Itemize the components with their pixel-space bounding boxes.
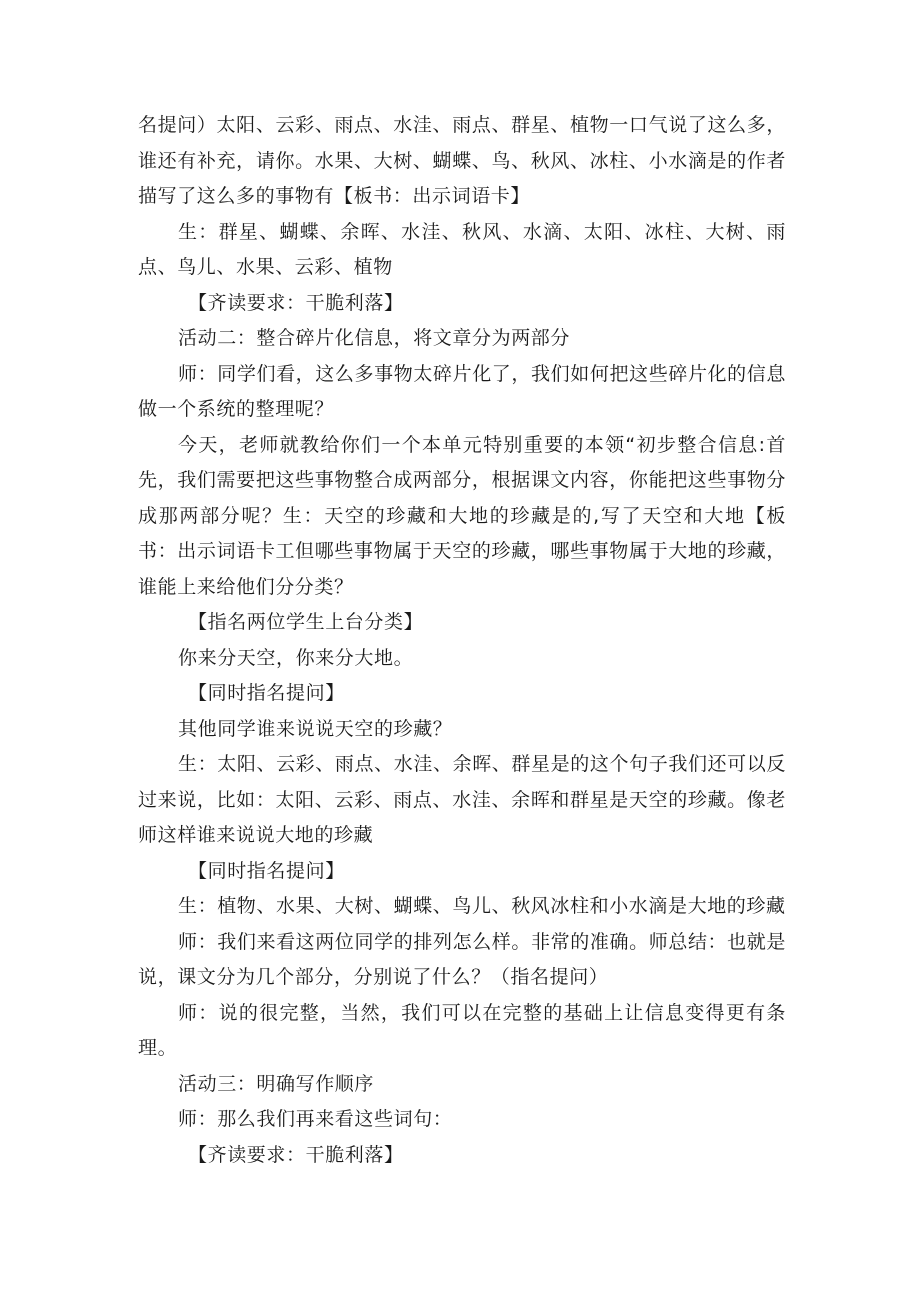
paragraph-18: 【齐读要求：干脆利落】 [188, 1143, 404, 1166]
document-body [138, 108, 786, 1173]
paragraph-1: 名提问）太阳、云彩、雨点、水洼、雨点、群星、植物一口气说了这么多，谁还有补充，请你。水果、大树、蝴蝶、鸟、秋风、冰柱、小水滴是的作者描写了这么多的事物有【板书：出示词语卡】 [138, 114, 786, 207]
paragraph-7: 【指名两位学生上台分类】 [188, 611, 424, 633]
paragraph-11: 生：太阳、云彩、雨点、水洼、余晖、群星是的这个句子我们还可以反过来说，比如：太阳、云彩、雨点、水洼、余晖和群星是天空的珍藏。像老师这样谁来说说大地的珍藏 [138, 753, 786, 846]
paragraph-14: 师：我们来看这两位同学的排列怎么样。非常的准确。师总结：也就是说，课文分为几个部分，分别说了什么？（指名提问） [138, 930, 786, 988]
paragraph-13: 生：植物、水果、大树、蝴蝶、鸟儿、秋风冰柱和小水滴是大地的珍藏 [178, 895, 786, 917]
paragraph-12: 【同时指名提问】 [188, 859, 345, 882]
paragraph-8: 你来分天空，你来分大地。 [178, 646, 414, 669]
paragraph-4: 活动二：整合碎片化信息，将文章分为两部分 [178, 327, 571, 349]
paragraph-2: 生：群星、蝴蝶、余晖、水洼、秋风、水滴、太阳、冰柱、大树、雨点、鸟儿、水果、云彩、植物 [138, 220, 786, 278]
paragraph-16: 活动三：明确写作顺序 [178, 1072, 375, 1095]
paragraph-5: 师：同学们看，这么多事物太碎片化了，我们如何把这些碎片化的信息做一个系统的整理呢？ [138, 362, 786, 420]
paragraph-15: 师：说的很完整，当然，我们可以在完整的基础上让信息变得更有条理。 [138, 1001, 786, 1059]
paragraph-3: 【齐读要求：干脆利落】 [188, 291, 404, 314]
paragraph-6: 今天，老师就教给你们一个本单元特别重要的本领“初步整合信息:首先，我们需要把这些事物整合成两部分，根据课文内容，你能把这些事物分成那两部分呢？生：天空的珍藏和大地的珍藏是的,写了天空和大地【板书：出示词语卡工但哪些事物属于天空的珍藏，哪些事物属于大地的珍藏，谁能上来给他们分分类？ [138, 433, 786, 598]
paragraph-9: 【同时指名提问】 [188, 682, 345, 704]
paragraph-17: 师：那么我们再来看这些词句： [178, 1108, 453, 1130]
paragraph-10: 其他同学谁来说说天空的珍藏？ [178, 717, 453, 740]
